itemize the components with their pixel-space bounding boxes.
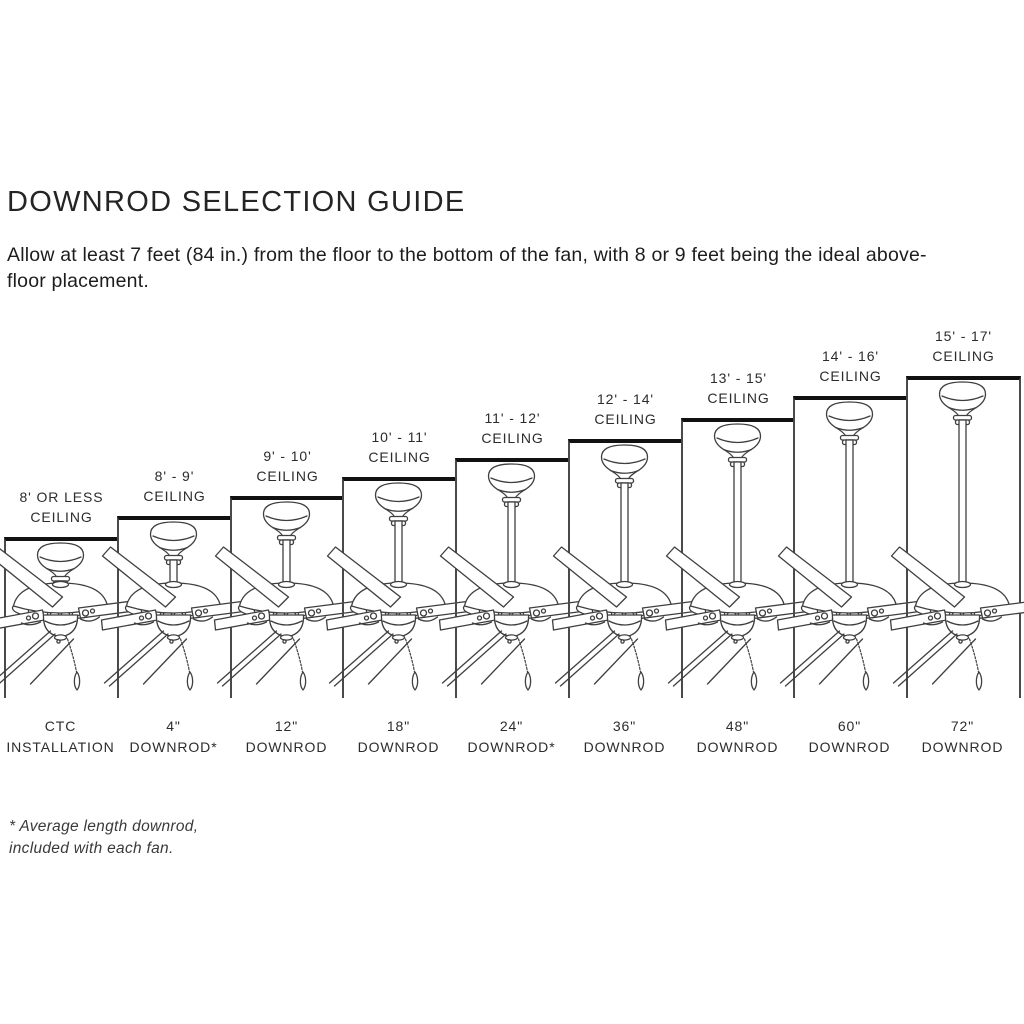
downrod-label-4: 18" DOWNROD: [357, 718, 440, 755]
fan-pull-chain: [294, 639, 303, 672]
fan-downrod: [846, 440, 853, 587]
fan-switch-housing: [43, 615, 77, 637]
fan-pull-chain: [857, 639, 866, 672]
ceiling-fan-illustration: [4, 537, 117, 698]
fan-switch-housing: [269, 615, 303, 637]
ceiling-label-3: 9' - 10' CEILING: [256, 448, 319, 484]
ceiling-label-7: 13' - 15' CEILING: [707, 370, 770, 406]
downrod-label-3: 12" DOWNROD: [245, 718, 328, 755]
fan-canopy-icon: [602, 445, 648, 488]
downrod-label-5: 24" DOWNROD*: [467, 718, 556, 755]
fan-pull-chain-fob: [412, 672, 417, 690]
fan-canopy-icon: [715, 424, 761, 467]
ceiling-label-5: 11' - 12' CEILING: [481, 410, 544, 446]
fan-pull-chain-fob: [300, 672, 305, 690]
ceiling-fan-illustration: [230, 496, 343, 698]
downrod-label-9: 72" DOWNROD: [921, 718, 1004, 755]
fan-canopy-icon: [264, 502, 310, 545]
page-title: DOWNROD SELECTION GUIDE: [7, 186, 466, 219]
fan-pull-chain: [745, 639, 754, 672]
footnote-line-2: included with each fan.: [9, 840, 174, 857]
fan-switch-housing: [945, 615, 979, 637]
ceiling-panel-4: [342, 477, 455, 698]
downrod-label-7: 48" DOWNROD: [696, 718, 779, 755]
fan-downrod: [621, 483, 628, 587]
ceiling-label-1: 8' OR LESS CEILING: [19, 489, 104, 525]
ceiling-fan-illustration: [342, 477, 455, 698]
fan-pull-chain: [68, 639, 77, 672]
fan-canopy-icon: [38, 543, 84, 586]
ceiling-fan-illustration: [455, 458, 568, 698]
fan-switch-housing: [832, 615, 866, 637]
fan-pull-chain-fob: [976, 672, 981, 690]
intro-text: Allow at least 7 feet (84 in.) from the floor to the bottom of the fan, with 8 or 9 feet being the ideal above-floor placement.: [7, 243, 927, 292]
ceiling-fan-illustration: [568, 439, 681, 698]
ceiling-label-8: 14' - 16' CEILING: [819, 348, 882, 384]
footnote: [9, 816, 198, 860]
footnote-line-1: * Average length downrod,: [9, 818, 199, 835]
fan-switch-housing: [607, 615, 641, 637]
fan-pull-chain: [181, 639, 190, 672]
ceiling-fan-illustration: [793, 396, 906, 698]
fan-downrod: [959, 420, 966, 587]
ceiling-label-4: 10' - 11' CEILING: [368, 429, 431, 465]
ceiling-label-6: 12' - 14' CEILING: [594, 391, 657, 427]
ceiling-fan-illustration: [681, 418, 794, 698]
downrod-label-8: 60" DOWNROD: [808, 718, 891, 755]
ceiling-panel-9: [906, 376, 1021, 698]
fan-pull-chain-fob: [74, 672, 79, 690]
fan-switch-housing: [381, 615, 415, 637]
fan-canopy-icon: [827, 402, 873, 445]
fan-pull-chain-fob: [525, 672, 530, 690]
fan-pull-chain-fob: [187, 672, 192, 690]
fan-downrod: [508, 502, 515, 587]
ceiling-label-2: 8' - 9' CEILING: [143, 468, 206, 504]
fan-blade-front-edge: [0, 631, 51, 683]
downrod-label-6: 36" DOWNROD: [583, 718, 666, 755]
fan-switch-housing: [156, 615, 190, 637]
ceiling-panel-2: [117, 516, 230, 698]
fan-pull-chain-fob: [638, 672, 643, 690]
ceiling-panel-8: [793, 396, 906, 698]
fan-downrod: [395, 521, 402, 587]
fan-canopy-icon: [489, 464, 535, 507]
fan-switch-housing: [720, 615, 754, 637]
fan-canopy-icon: [151, 522, 197, 565]
fan-pull-chain: [406, 639, 415, 672]
fan-pull-chain-fob: [751, 672, 756, 690]
ceiling-fan-illustration: [117, 516, 230, 698]
ceiling-label-9: 15' - 17' CEILING: [932, 328, 995, 364]
fan-canopy-icon: [940, 382, 986, 425]
ceiling-panel-3: [230, 496, 343, 698]
fan-switch-housing: [494, 615, 528, 637]
ceiling-panel-7: [681, 418, 794, 698]
downrod-label-1: CTC INSTALLATION: [6, 718, 115, 755]
fan-pull-chain: [632, 639, 641, 672]
fan-motor-assembly: [891, 547, 1024, 690]
downrod-label-2: 4" DOWNROD*: [129, 718, 218, 755]
ceiling-panel-6: [568, 439, 681, 698]
downrod-step-diagram: [4, 328, 1021, 698]
fan-pull-chain: [970, 639, 979, 672]
fan-pull-chain: [519, 639, 528, 672]
downrod-labels-row: [4, 716, 1021, 776]
ceiling-fan-illustration: [906, 376, 1019, 698]
fan-canopy-icon: [376, 483, 422, 526]
fan-downrod: [283, 540, 290, 587]
fan-downrod: [734, 462, 741, 587]
fan-pull-chain-fob: [863, 672, 868, 690]
ceiling-panel-1: [4, 537, 117, 698]
ceiling-panel-5: [455, 458, 568, 698]
